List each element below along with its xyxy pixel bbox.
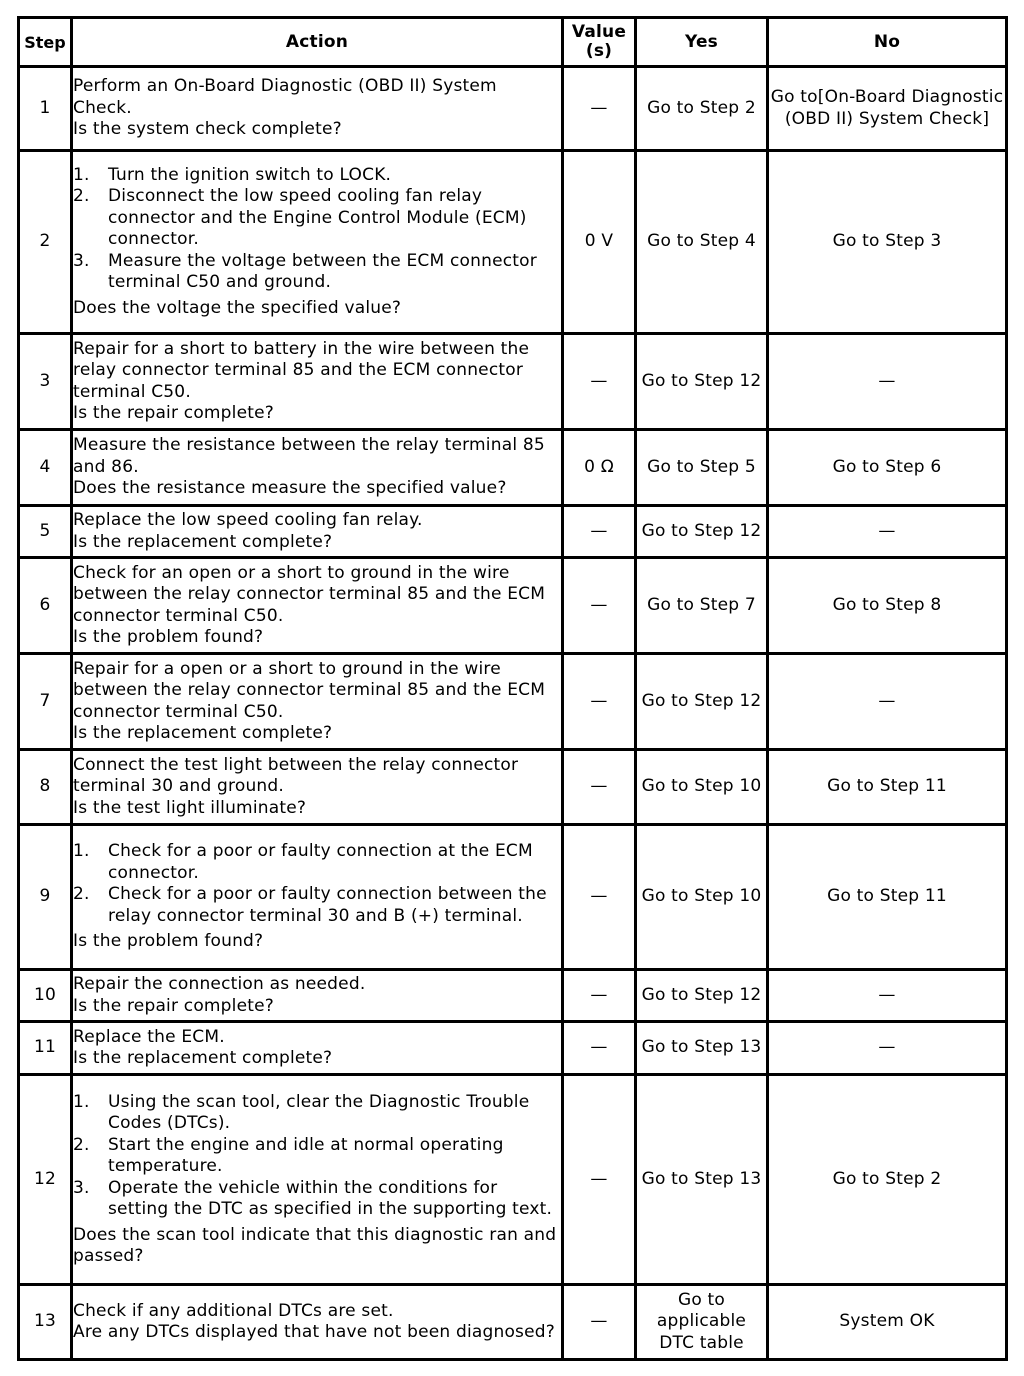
action-text: Measure the resistance between the relay terminal 85 and 86. — [73, 435, 545, 477]
substep-text: Operate the vehicle within the conditions for setting the DTC as specified in the supporting text. — [108, 1177, 553, 1219]
step-number: 11 — [19, 1022, 72, 1075]
no-cell: System OK — [768, 1285, 1007, 1360]
substep-item — [73, 841, 561, 884]
substep-item — [73, 1092, 561, 1135]
yes-cell: Go to Step 7 — [636, 558, 768, 654]
value-cell: 0 Ω — [563, 430, 636, 506]
action-cell — [72, 1285, 563, 1360]
header-no: No — [768, 18, 1007, 67]
action-question: Is the replacement complete? — [73, 531, 333, 552]
table-row — [19, 558, 1007, 654]
substep-number: 3. — [73, 1177, 90, 1198]
table-row — [19, 67, 1007, 151]
action-question: Are any DTCs displayed that have not been diagnosed? — [73, 1322, 555, 1342]
yes-cell: Go to Step 12 — [636, 970, 768, 1022]
action-cell — [72, 334, 563, 430]
action-cell — [72, 1022, 563, 1075]
step-number: 4 — [19, 430, 72, 506]
value-cell: — — [563, 1075, 636, 1285]
yes-cell: Go to Step 12 — [636, 506, 768, 558]
substep-list — [73, 165, 561, 294]
header-yes: Yes — [636, 18, 768, 67]
action-text: Repair for a open or a short to ground in the wire between the relay connector terminal 85 and the ECM connector terminal C50. — [73, 658, 546, 722]
diagnostic-table-container — [17, 16, 1005, 1361]
substep-text: Start the engine and idle at normal operating temperature. — [108, 1134, 504, 1176]
substep-number: 2. — [73, 186, 90, 207]
action-cell — [72, 506, 563, 558]
action-question: Is the replacement complete? — [73, 1048, 333, 1068]
table-row — [19, 970, 1007, 1022]
substep-number: 1. — [73, 164, 90, 185]
yes-cell: Go to Step 10 — [636, 750, 768, 825]
substep-item — [73, 1178, 561, 1221]
table-row — [19, 654, 1007, 750]
substep-number: 1. — [73, 1091, 90, 1112]
action-cell — [72, 151, 563, 334]
no-cell: Go to Step 6 — [768, 430, 1007, 506]
table-row — [19, 1022, 1007, 1075]
substep-number: 3. — [73, 250, 90, 271]
action-text: Replace the low speed cooling fan relay. — [73, 510, 423, 530]
step-number: 3 — [19, 334, 72, 430]
step-number: 12 — [19, 1075, 72, 1285]
value-cell: — — [563, 1285, 636, 1360]
table-row — [19, 334, 1007, 430]
yes-cell: Go to applicable DTC table — [636, 1285, 768, 1360]
action-cell — [72, 750, 563, 825]
value-cell: — — [563, 1022, 636, 1075]
action-text: Perform an On-Board Diagnostic (OBD II) System — [73, 76, 497, 97]
yes-cell: Go to Step 2 — [636, 67, 768, 151]
table-row — [19, 750, 1007, 825]
header-action: Action — [72, 18, 563, 67]
no-cell: — — [768, 1022, 1007, 1075]
substep-text: Measure the voltage between the ECM connector terminal C50 and ground. — [108, 250, 537, 293]
substep-item — [73, 186, 561, 251]
step-number: 6 — [19, 558, 72, 654]
yes-cell: Go to Step 10 — [636, 825, 768, 970]
action-cell — [72, 825, 563, 970]
action-question: Is the replacement complete? — [73, 723, 333, 743]
no-cell: Go to Step 11 — [768, 750, 1007, 825]
action-cell — [72, 558, 563, 654]
value-cell: — — [563, 970, 636, 1022]
substep-text: Using the scan tool, clear the Diagnostic Trouble Codes (DTCs). — [108, 1091, 530, 1133]
action-cell — [72, 430, 563, 506]
value-cell: — — [563, 558, 636, 654]
yes-cell: Go to Step 5 — [636, 430, 768, 506]
action-question: Is the problem found? — [73, 627, 264, 647]
action-cell — [72, 654, 563, 750]
no-cell: — — [768, 970, 1007, 1022]
action-question: Is the test light illuminate? — [73, 797, 307, 818]
yes-cell: Go to Step 13 — [636, 1022, 768, 1075]
substep-text: Check for a poor or faulty connection between the relay connector terminal 30 and B (+) terminal. — [108, 884, 547, 926]
no-cell: Go to Step 2 — [768, 1075, 1007, 1285]
substep-text: Disconnect the low speed cooling fan relay connector and the Engine Control Module (ECM) connector. — [108, 186, 527, 250]
step-number: 8 — [19, 750, 72, 825]
no-cell: — — [768, 334, 1007, 430]
table-row — [19, 430, 1007, 506]
value-cell: 0 V — [563, 151, 636, 334]
substep-item — [73, 884, 561, 927]
value-cell: — — [563, 750, 636, 825]
table-row — [19, 825, 1007, 970]
step-number: 5 — [19, 506, 72, 558]
action-text: Replace the ECM. — [73, 1026, 225, 1047]
no-cell: — — [768, 654, 1007, 750]
no-cell: Go to Step 8 — [768, 558, 1007, 654]
action-question: Does the resistance measure the specified value? — [73, 478, 507, 499]
value-cell: — — [563, 825, 636, 970]
action-question: Is the problem found? — [73, 931, 264, 952]
action-text: Repair for a short to battery in the wire between the relay connector terminal 85 and the ECM connector terminal C50. — [73, 338, 530, 402]
step-number: 9 — [19, 825, 72, 970]
no-cell: Go to Step 3 — [768, 151, 1007, 334]
substep-text: Check for a poor or faulty connection at the ECM connector. — [108, 841, 533, 883]
substep-item — [73, 251, 561, 294]
yes-cell: Go to Step 12 — [636, 334, 768, 430]
no-cell: Go to[On-Board Diagnostic (OBD II) System Check] — [768, 67, 1007, 151]
yes-cell: Go to Step 4 — [636, 151, 768, 334]
table-row — [19, 1285, 1007, 1360]
no-cell: Go to Step 11 — [768, 825, 1007, 970]
action-text: Check if any additional DTCs are set. — [73, 1300, 394, 1321]
substep-number: 1. — [73, 841, 90, 862]
action-question: Does the voltage the specified value? — [73, 297, 402, 318]
substep-list — [73, 841, 561, 927]
substep-number: 2. — [73, 884, 90, 905]
yes-cell: Go to Step 13 — [636, 1075, 768, 1285]
action-text: Check for an open or a short to ground in the wire between the relay connector terminal 85 and the ECM connector terminal C50. — [73, 562, 546, 626]
step-number: 2 — [19, 151, 72, 334]
table-row — [19, 151, 1007, 334]
substep-item — [73, 165, 561, 187]
value-cell: — — [563, 654, 636, 750]
action-question: Is the repair complete? — [73, 995, 275, 1016]
value-cell: — — [563, 67, 636, 151]
action-text: Repair the connection as needed. — [73, 974, 366, 994]
substep-list — [73, 1092, 561, 1221]
value-cell: — — [563, 334, 636, 430]
action-question: Is the system check complete? — [73, 119, 342, 140]
header-step: Step — [19, 18, 72, 67]
step-number: 1 — [19, 67, 72, 151]
value-cell: — — [563, 506, 636, 558]
header-value — [563, 18, 636, 67]
table-row — [19, 506, 1007, 558]
action-cell — [72, 67, 563, 151]
header-value-line1: Value — [571, 22, 627, 42]
yes-cell: Go to Step 12 — [636, 654, 768, 750]
table-header-row — [19, 18, 1007, 67]
substep-text: Turn the ignition switch to LOCK. — [108, 164, 392, 185]
action-question: Does the scan tool indicate that this diagnostic ran and passed? — [73, 1224, 557, 1266]
table-row — [19, 1075, 1007, 1285]
step-number: 7 — [19, 654, 72, 750]
diagnostic-table — [17, 16, 1008, 1361]
no-cell: — — [768, 506, 1007, 558]
action-cell — [72, 970, 563, 1022]
header-value-line2: (s) — [585, 41, 613, 61]
action-text: Check. — [73, 97, 132, 118]
substep-number: 2. — [73, 1134, 90, 1155]
step-number: 13 — [19, 1285, 72, 1360]
substep-item — [73, 1135, 561, 1178]
action-cell — [72, 1075, 563, 1285]
step-number: 10 — [19, 970, 72, 1022]
action-question: Is the repair complete? — [73, 403, 275, 423]
action-text: Connect the test light between the relay connector terminal 30 and ground. — [73, 754, 519, 797]
